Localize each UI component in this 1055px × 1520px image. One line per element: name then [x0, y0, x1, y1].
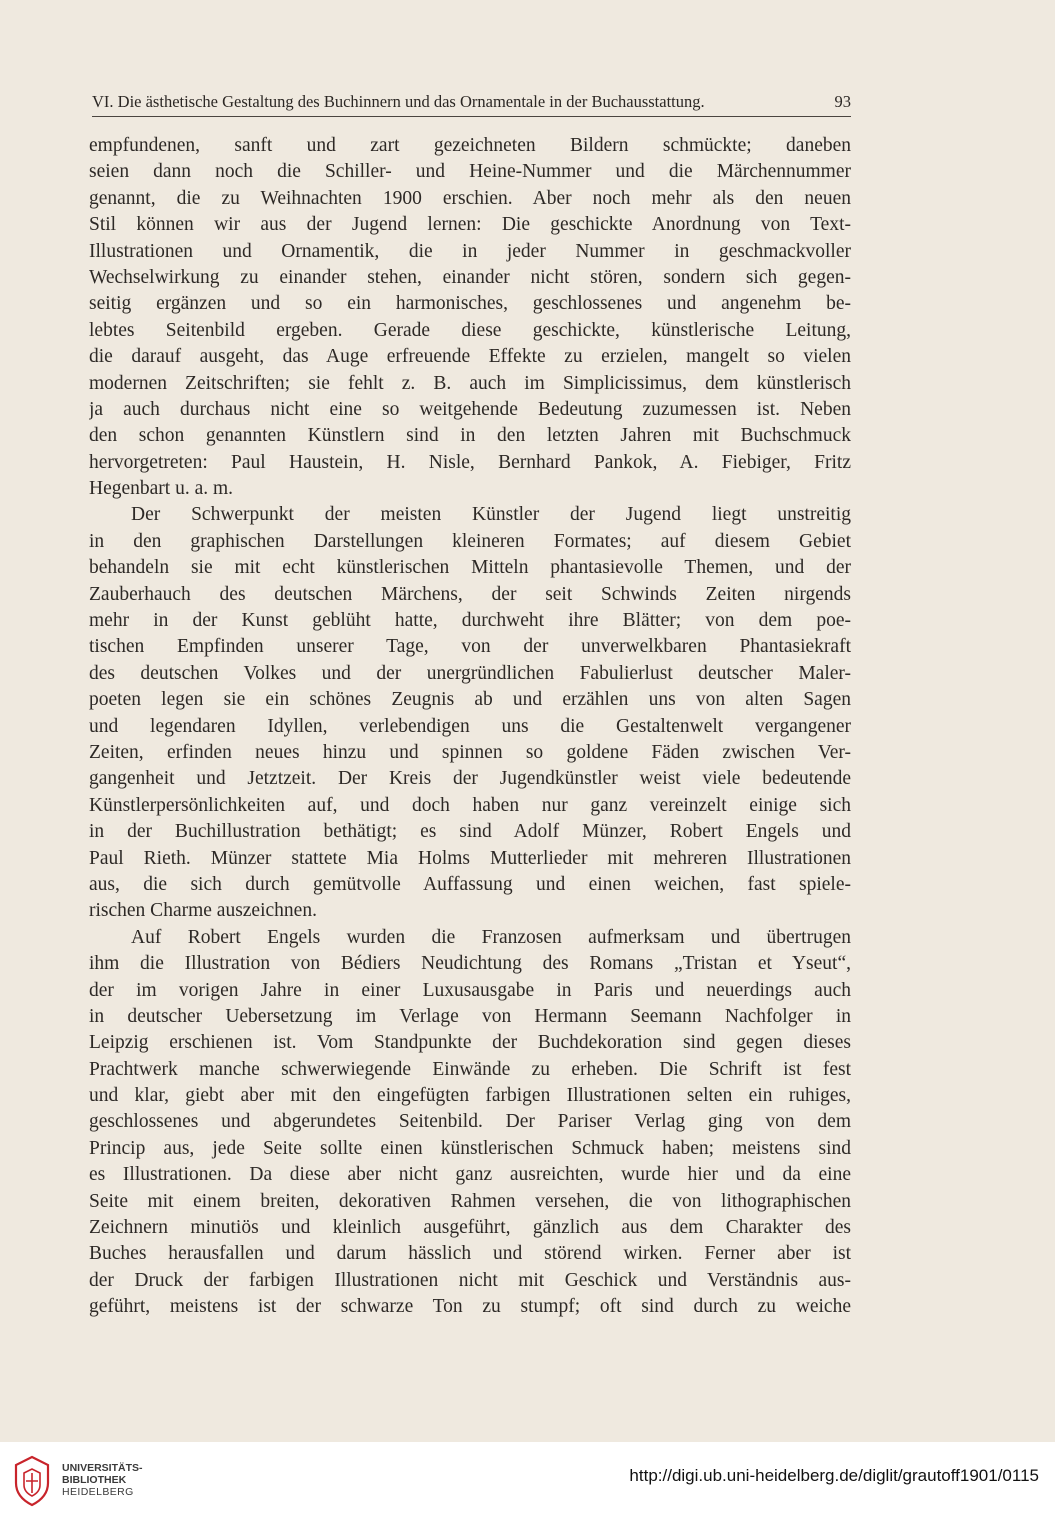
text-line: hervorgetreten: Paul Haustein, H. Nisle, Bernhard Pankok, A. Fiebiger, Fritz: [89, 451, 851, 473]
source-url-link[interactable]: http://digi.ub.uni-heidelberg.de/diglit/grautoff1901/0115: [629, 1466, 1039, 1485]
text-line: den schon genannten Künstlern sind in den letzten Jahren mit Buchschmuck: [89, 425, 851, 447]
text-line: rischen Charme auszeichnen.: [89, 900, 317, 922]
text-line: Der Schwerpunkt der meisten Künstler der Jugend liegt unstreitig: [131, 504, 851, 526]
text-line: seitig ergänzen und so ein harmonisches, geschlossenes und angenehm be-: [89, 293, 851, 315]
text-line: Zauberhauch des deutschen Märchens, der seit Schwinds Zeiten nirgends: [89, 583, 851, 605]
text-line: der Druck der farbigen Illustrationen nicht mit Geschick und Verständnis aus-: [89, 1269, 851, 1291]
running-title: VI. Die ästhetische Gestaltung des Buchinnern und das Ornamentale in der Buchausstattung.: [92, 92, 705, 111]
footer-bar: [0, 1442, 1055, 1520]
text-line: Prachtwerk manche schwerwiegende Einwände zu erheben. Die Schrift ist fest: [89, 1058, 851, 1080]
text-line: die darauf ausgeht, das Auge erfreuende Effekte zu erzielen, mangelt so vielen: [89, 346, 851, 368]
body-text: [89, 133, 851, 1321]
text-line: seien dann noch die Schiller- und Heine-Nummer und die Märchennummer: [89, 161, 851, 183]
text-line: des deutschen Volkes und der unergründlichen Fabulierlust deutscher Maler-: [89, 662, 851, 684]
text-line: empfundenen, sanft und zart gezeichneten Bildern schmückte; daneben: [89, 135, 851, 156]
text-line: Seite mit einem breiten, dekorativen Rahmen versehen, die von lithographischen: [89, 1190, 851, 1212]
library-seal-icon: [10, 1455, 54, 1507]
text-line: Auf Robert Engels wurden die Franzosen aufmerksam und übertrugen: [131, 926, 851, 948]
text-line: poeten legen sie ein schönes Zeugnis ab und erzählen uns von alten Sagen: [89, 689, 851, 711]
text-line: Princip aus, jede Seite sollte einen künstlerischen Schmuck haben; meistens sind: [89, 1137, 851, 1159]
text-line: und klar, giebt aber mit den eingefügten farbigen Illustrationen selten ein ruhiges,: [89, 1085, 851, 1107]
text-line: Buches herausfallen und darum hässlich und störend wirken. Ferner aber ist: [89, 1243, 851, 1265]
text-line: Leipzig erschienen ist. Vom Standpunkte der Buchdekoration sind gegen dieses: [89, 1032, 851, 1054]
text-line: in der Buchillustration bethätigt; es sind Adolf Münzer, Robert Engels und: [89, 821, 851, 843]
text-line: Künstlerpersönlichkeiten auf, und doch haben nur ganz vereinzelt einige sich: [89, 794, 851, 816]
running-header: [92, 92, 851, 117]
text-line: in deutscher Uebersetzung im Verlage von Hermann Seemann Nachfolger in: [89, 1005, 851, 1027]
text-line: lebtes Seitenbild ergeben. Gerade diese geschickte, künstlerische Leitung,: [89, 319, 851, 341]
text-line: genannt, die zu Weihnachten 1900 erschien. Aber noch mehr als den neuen: [89, 187, 851, 209]
text-line: geführt, meistens ist der schwarze Ton zu stumpf; oft sind durch zu weiche: [89, 1296, 851, 1318]
text-line: es Illustrationen. Da diese aber nicht ganz ausreichten, wurde hier und da eine: [89, 1164, 851, 1186]
library-name-line: HEIDELBERG: [62, 1486, 134, 1498]
text-line: Wechselwirkung zu einander stehen, einander nicht stören, sondern sich gegen-: [89, 266, 851, 288]
text-line: ja auch durchaus nicht eine so weitgehende Bedeutung zuzumessen ist. Neben: [89, 398, 851, 420]
text-line: Paul Rieth. Münzer stattete Mia Holms Mutterlieder mit mehreren Illustrationen: [89, 847, 851, 869]
text-line: gangenheit und Jetztzeit. Der Kreis der Jugendkünstler weist viele bedeutende: [89, 768, 851, 790]
text-line: ihm die Illustration von Bédiers Neudichtung des Romans „Tristan et Yseut“,: [89, 953, 851, 975]
text-line: der im vorigen Jahre in einer Luxusausgabe in Paris und neuerdings auch: [89, 979, 851, 1001]
page-number: 93: [834, 92, 851, 111]
text-line: geschlossenes und abgerundetes Seitenbild. Der Pariser Verlag ging von dem: [89, 1111, 851, 1133]
library-name: [62, 1462, 143, 1498]
text-line: Illustrationen und Ornamentik, die in jeder Nummer in geschmackvoller: [89, 240, 851, 262]
text-line: modernen Zeitschriften; sie fehlt z. B. auch im Simplicissimus, dem künstlerisch: [89, 372, 851, 394]
text-line: Hegenbart u. a. m.: [89, 478, 234, 500]
text-line: in den graphischen Darstellungen kleineren Formates; auf diesem Gebiet: [89, 530, 851, 552]
text-line: und legendaren Idyllen, verlebendigen uns die Gestaltenwelt vergangener: [89, 715, 851, 737]
text-line: mehr in der Kunst geblüht hatte, durchweht ihre Blätter; von dem poe-: [89, 610, 851, 632]
library-name-line: UNIVERSITÄTS-: [62, 1462, 143, 1474]
text-line: behandeln sie mit echt künstlerischen Mitteln phantasievolle Themen, und der: [89, 557, 851, 579]
text-line: Stil können wir aus der Jugend lernen: Die geschickte Anordnung von Text-: [89, 214, 851, 236]
text-line: aus, die sich durch gemütvolle Auffassung und einen weichen, fast spiele-: [89, 873, 851, 895]
library-name-line: BIBLIOTHEK: [62, 1474, 127, 1486]
text-line: Zeiten, erfinden neues hinzu und spinnen so goldene Fäden zwischen Ver-: [89, 741, 851, 763]
text-line: Zeichnern minutiös und kleinlich ausgeführt, gänzlich aus dem Charakter des: [89, 1217, 851, 1239]
text-line: tischen Empfinden unserer Tage, von der unverwelkbaren Phantasiekraft: [89, 636, 851, 658]
